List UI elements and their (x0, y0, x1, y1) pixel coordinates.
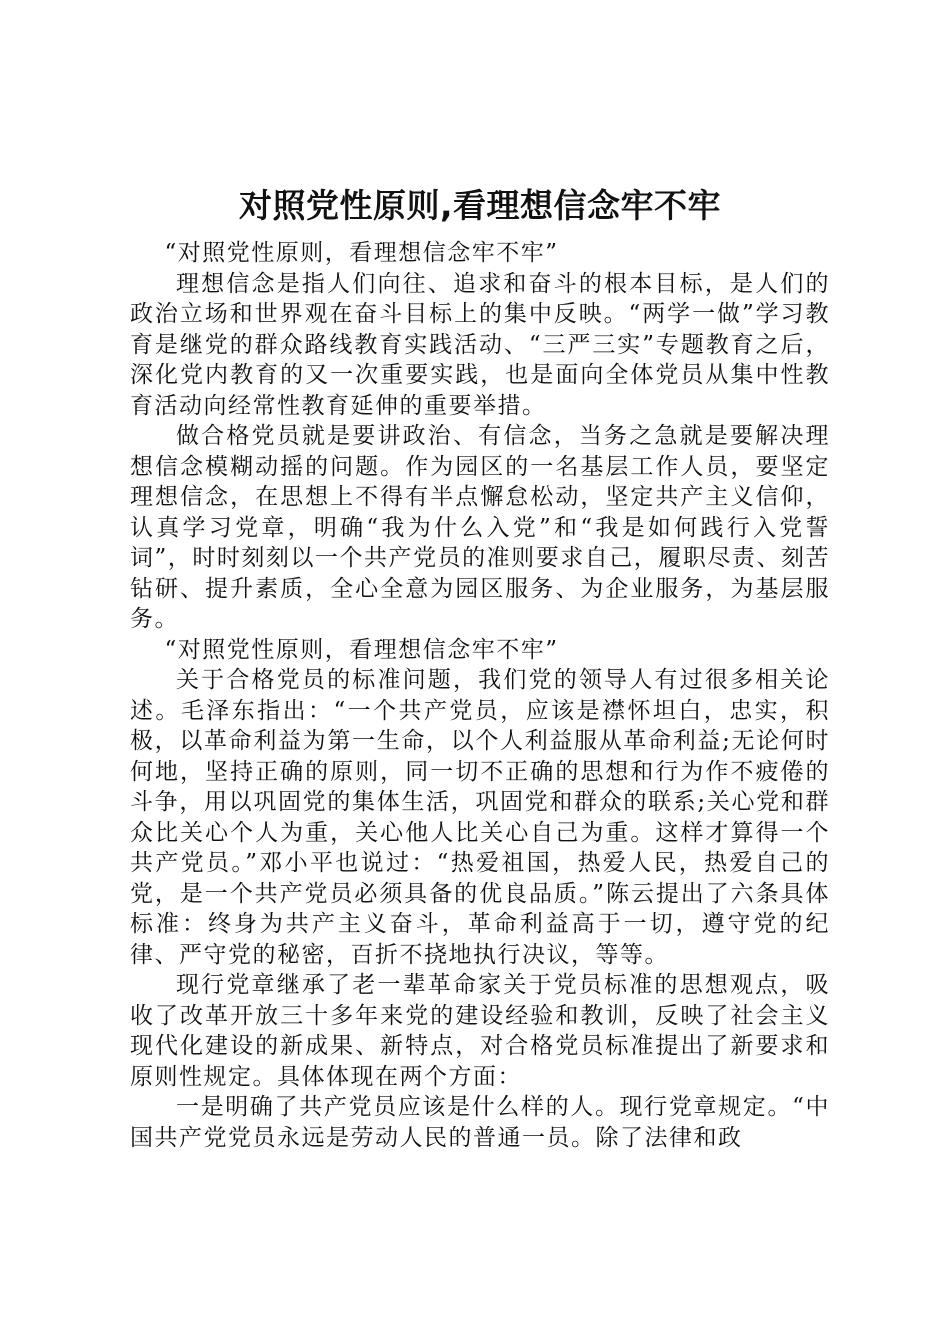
body-paragraph: 理想信念是指人们向往、追求和奋斗的根本目标，是人们的政治立场和世界观在奋斗目标上的集中反映。“两学一做”学习教育是继党的群众路线教育实践活动、“三严三实”专题教育之后，深化党内教育的又一次重要实践，也是面向全体党员从集中性教育活动向经常性教育延伸的重要举措。 (130, 270, 830, 419)
section-subheading: “对照党性原则，看理想信念牢不牢” (164, 636, 559, 663)
body-paragraph: 一是明确了共产党员应该是什么样的人。现行党章规定。“中国共产党党员永远是劳动人民的普通一员。除了法律和政 (130, 1094, 830, 1151)
body-paragraph: 关于合格党员的标准问题，我们党的领导人有过很多相关论述。毛泽东指出：“一个共产党员，应该是襟怀坦白，忠实，积极，以革命利益为第一生命，以个人利益服从革命利益;无论何时何地，坚持正确的原则，同一切不正确的思想和行为作不疲倦的斗争，用以巩固党的集体生活，巩固党和群众的联系;关心党和群众比关心个人为重，关心他人比关心自己为重。这样才算得一个共产党员。”邓小平也说过：“热爱祖国，热爱人民，热爱自己的党，是一个共产党员必须具备的优良品质。”陈云提出了六条具体标准：终身为共产主义奋斗，革命利益高于一切，遵守党的纪律、严守党的秘密，百折不挠地执行决议，等等。 (130, 667, 830, 968)
document-page (130, 180, 830, 1153)
section-subheading: “对照党性原则，看理想信念牢不牢” (164, 240, 559, 266)
body-paragraph: 现行党章继承了老一辈革命家关于党员标准的思想观点，吸收了改革开放三十多年来党的建设经验和教训，反映了社会主义现代化建设的新成果、新特点，对合格党员标准提出了新要求和原则性规定。具体体现在两个方面： (130, 972, 830, 1090)
body-paragraph: 做合格党员就是要讲政治、有信念，当务之急就是要解决理想信念模糊动摇的问题。作为园区的一名基层工作人员，要坚定理想信念，在思想上不得有半点懈怠松动，坚定共产主义信仰，认真学习党章，明确“我为什么入党”和“我是如何践行入党誓词”，时时刻刻以一个共产党员的准则要求自己，履职尽责、刻苦钻研、提升素质，全心全意为园区服务、为企业服务，为基层服务。 (130, 423, 830, 632)
document-title: 对照党性原则,看理想信念牢不牢 (238, 186, 722, 225)
